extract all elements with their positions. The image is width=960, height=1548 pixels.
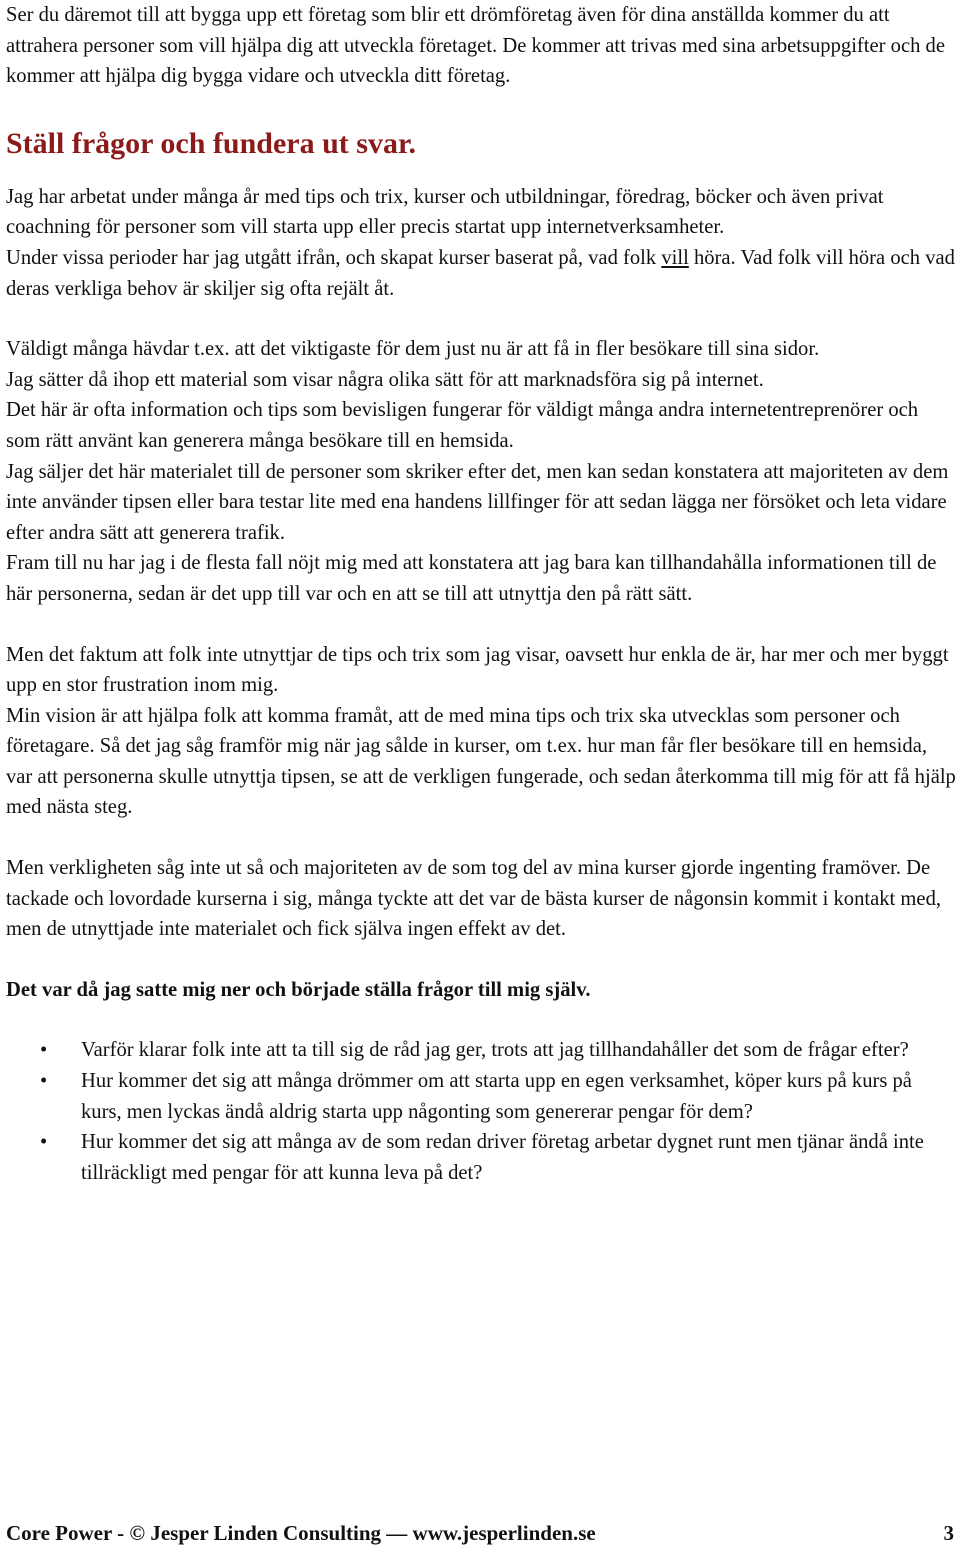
- paragraph-gap: [6, 304, 956, 334]
- footer-text: Core Power - © Jesper Linden Consulting — www.jesperlinden.se: [6, 1521, 596, 1545]
- list-item: [6, 1035, 956, 1066]
- paragraph-until-now: Fram till nu har jag i de flesta fall nöjt mig med att konstatera att jag bara kan tillhandahålla informationen till de här personerna, sedan är det upp till var och en att se till att utnyttja den på rätt sätt.: [6, 552, 937, 605]
- paragraph-selling: Jag säljer det här materialet till de personer som skriker efter det, men kan sedan konstatera att majoriteten av dem inte använder tipsen eller bara testar lite med ena handens lillfinger för att sedan lägga ner försöket och leta vidare efter andra sätt att generera trafik.: [6, 460, 949, 544]
- list-item-text: Hur kommer det sig att många av de som redan driver företag arbetar dygnet runt men tjänar ändå inte tillräckligt med pengar för att kunna leva på det?: [81, 1131, 924, 1184]
- paragraph-periods: [6, 243, 956, 304]
- list-item-text: Hur kommer det sig att många drömmer om att starta upp en egen verksamhet, köper kurs på kurs på kurs, men lyckas ändå aldrig starta upp någonting som genererar pengar för dem?: [81, 1070, 912, 1123]
- section-heading: Ställ frågor och fundera ut svar.: [6, 126, 417, 160]
- paragraph-reality: Men verkligheten såg inte ut så och majoriteten av de som tog del av mina kurser gjorde ingenting framöver. De tackade och lovordade kurserna i sig, många tyckte att det var de bästa kurser de någonsin kommit i kontakt med, men de utnyttjade inte materialet och fick själva ingen effekt av det.: [6, 857, 942, 941]
- bullet-icon: •: [40, 1070, 48, 1093]
- paragraph-frustration: Men det faktum att folk inte utnyttjar de tips och trix som jag visar, oavsett hur enkla de är, har mer och mer byggt upp en stor frustration inom mig.: [6, 643, 949, 697]
- underlined-word: vill: [661, 246, 689, 269]
- page-number: 3: [943, 1521, 954, 1545]
- paragraph-vision: Min vision är att hjälpa folk att komma framåt, att de med mina tips och trix ska utvecklas som personer och företagare. Så det jag såg framför mig när jag sålde in kurser, om t.ex. hur man får fler besökare till en hemsida, var att personerna skulle utnyttja tipsen, se att de verkligen fungerade, och sedan återkomma till mig för att få hjälp med nästa steg.: [6, 704, 956, 819]
- question-list: [6, 1035, 956, 1188]
- paragraph-material: Jag sätter då ihop ett material som visar några olika sätt för att marknadsföra sig på internet.: [6, 368, 764, 391]
- page-footer: [6, 1518, 954, 1548]
- intro-paragraph: Ser du däremot till att bygga upp ett företag som blir ett drömföretag även för dina anställda kommer du att attrahera personer som vill hjälpa dig att utveckla företaget. De kommer att trivas med sina arbetsuppgifter och de kommer att hjälpa dig bygga vidare och utveckla ditt företag.: [6, 4, 945, 88]
- paragraph-periods-start: Under vissa perioder har jag utgått ifrån, och skapat kurser baserat på, vad folk: [6, 246, 662, 269]
- document-page: [6, 0, 956, 1188]
- paragraph-gap: [6, 1005, 956, 1035]
- list-item: [6, 1066, 956, 1127]
- bullet-icon: •: [40, 1039, 48, 1062]
- paragraph-visitors: Väldigt många hävdar t.ex. att det viktigaste för dem just nu är att få in fler besökare till sina sidor.: [6, 338, 820, 361]
- paragraph-gap: [6, 945, 956, 975]
- paragraph-periods-end: höra. Vad folk vill höra och vad deras verkliga behov är skiljer sig ofta rejält åt.: [6, 246, 955, 300]
- paragraph-information: Det här är ofta information och tips som bevisligen fungerar för väldigt många andra internetentreprenörer och som rätt använt kan generera många besökare till en hemsida.: [6, 399, 919, 452]
- bold-statement: Det var då jag satte mig ner och började ställa frågor till mig själv.: [6, 978, 591, 1001]
- paragraph-experience: Jag har arbetat under många år med tips och trix, kurser och utbildningar, föredrag, böcker och även privat coachning för personer som vill starta upp eller precis startat upp internetverksamheter.: [6, 185, 884, 239]
- paragraph-gap: [6, 610, 956, 640]
- list-item-text: Varför klarar folk inte att ta till sig de råd jag ger, trots att jag tillhandahåller det som de frågar efter?: [81, 1039, 909, 1062]
- bullet-icon: •: [40, 1131, 48, 1154]
- list-item: [6, 1127, 956, 1188]
- paragraph-gap: [6, 823, 956, 853]
